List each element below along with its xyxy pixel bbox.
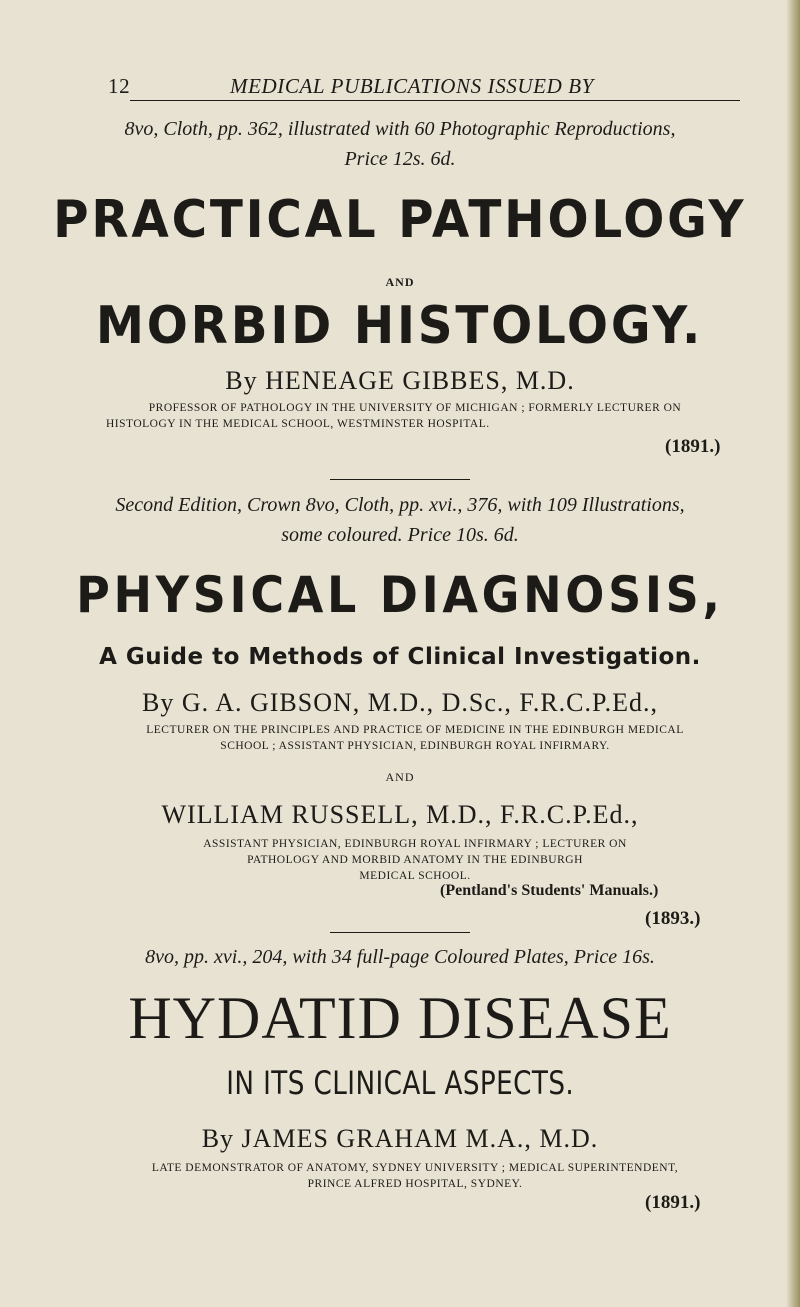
book1-date: (1891.)	[665, 436, 721, 457]
book1-format-line: 8vo, Cloth, pp. 362, illustrated with 60 Photographic Reproductions,	[124, 118, 676, 140]
section-divider	[330, 932, 470, 933]
book2-and: AND	[385, 770, 415, 784]
book3-format-line: 8vo, pp. xvi., 204, with 34 full-page Coloured Plates, Price 16s.	[145, 946, 655, 968]
section-divider	[330, 479, 470, 480]
book3-credentials	[95, 1160, 735, 1192]
book2-subtitle: A Guide to Methods of Clinical Investigation.	[99, 644, 701, 670]
book3-byline: By JAMES GRAHAM M.A., M.D.	[201, 1124, 599, 1153]
book2-byline-2: WILLIAM RUSSELL, M.D., F.R.C.P.Ed.,	[161, 800, 639, 829]
credentials-line: PATHOLOGY AND MORBID ANATOMY IN THE EDINBURGH	[247, 854, 583, 866]
book1-and: AND	[385, 275, 415, 289]
book2-byline: By G. A. GIBSON, M.D., D.Sc., F.R.C.P.Ed.,	[142, 688, 658, 717]
book2-title: PHYSICAL DIAGNOSIS,	[76, 566, 724, 624]
book3-title: HYDATID DISEASE	[128, 985, 672, 1051]
book2-price: some coloured. Price 10s. 6d.	[281, 524, 519, 546]
book3-date: (1891.)	[645, 1192, 701, 1213]
book2-series: (Pentland's Students' Manuals.)	[440, 882, 659, 899]
credentials-line: PROFESSOR OF PATHOLOGY IN THE UNIVERSITY OF MICHIGAN ; FORMERLY LECTURER ON	[148, 402, 682, 414]
credentials-line: SCHOOL ; ASSISTANT PHYSICIAN, EDINBURGH ROYAL INFIRMARY.	[220, 740, 610, 752]
credentials-line: HISTOLOGY IN THE MEDICAL SCHOOL, WESTMINSTER HOSPITAL.	[106, 418, 490, 430]
running-head-title: MEDICAL PUBLICATIONS ISSUED BY	[230, 74, 594, 98]
book3-subtitle: IN ITS CLINICAL ASPECTS.	[226, 1064, 574, 1102]
book1-title-2: MORBID HISTOLOGY.	[96, 296, 704, 356]
credentials-line: PRINCE ALFRED HOSPITAL, SYDNEY.	[307, 1178, 523, 1190]
book1-title-1: PRACTICAL PATHOLOGY	[53, 190, 747, 250]
book2-credentials-2	[100, 836, 730, 884]
credentials-line: LATE DEMONSTRATOR OF ANATOMY, SYDNEY UNIVERSITY ; MEDICAL SUPERINTENDENT,	[151, 1162, 679, 1174]
credentials-line: LECTURER ON THE PRINCIPLES AND PRACTICE OF MEDICINE IN THE EDINBURGH MEDICAL	[146, 724, 684, 736]
book1-byline: By HENEAGE GIBBES, M.D.	[225, 366, 575, 395]
header-rule	[130, 100, 740, 101]
credentials-line: MEDICAL SCHOOL.	[359, 870, 471, 882]
book2-format-line: Second Edition, Crown 8vo, Cloth, pp. xvi., 376, with 109 Illustrations,	[115, 494, 685, 516]
book1-credentials	[100, 400, 730, 432]
book1-price: Price 12s. 6d.	[344, 148, 456, 170]
book2-date: (1893.)	[645, 908, 701, 929]
page-number: 12	[108, 74, 131, 98]
book2-credentials	[95, 722, 735, 754]
credentials-line: ASSISTANT PHYSICIAN, EDINBURGH ROYAL INFIRMARY ; LECTURER ON	[203, 838, 627, 850]
